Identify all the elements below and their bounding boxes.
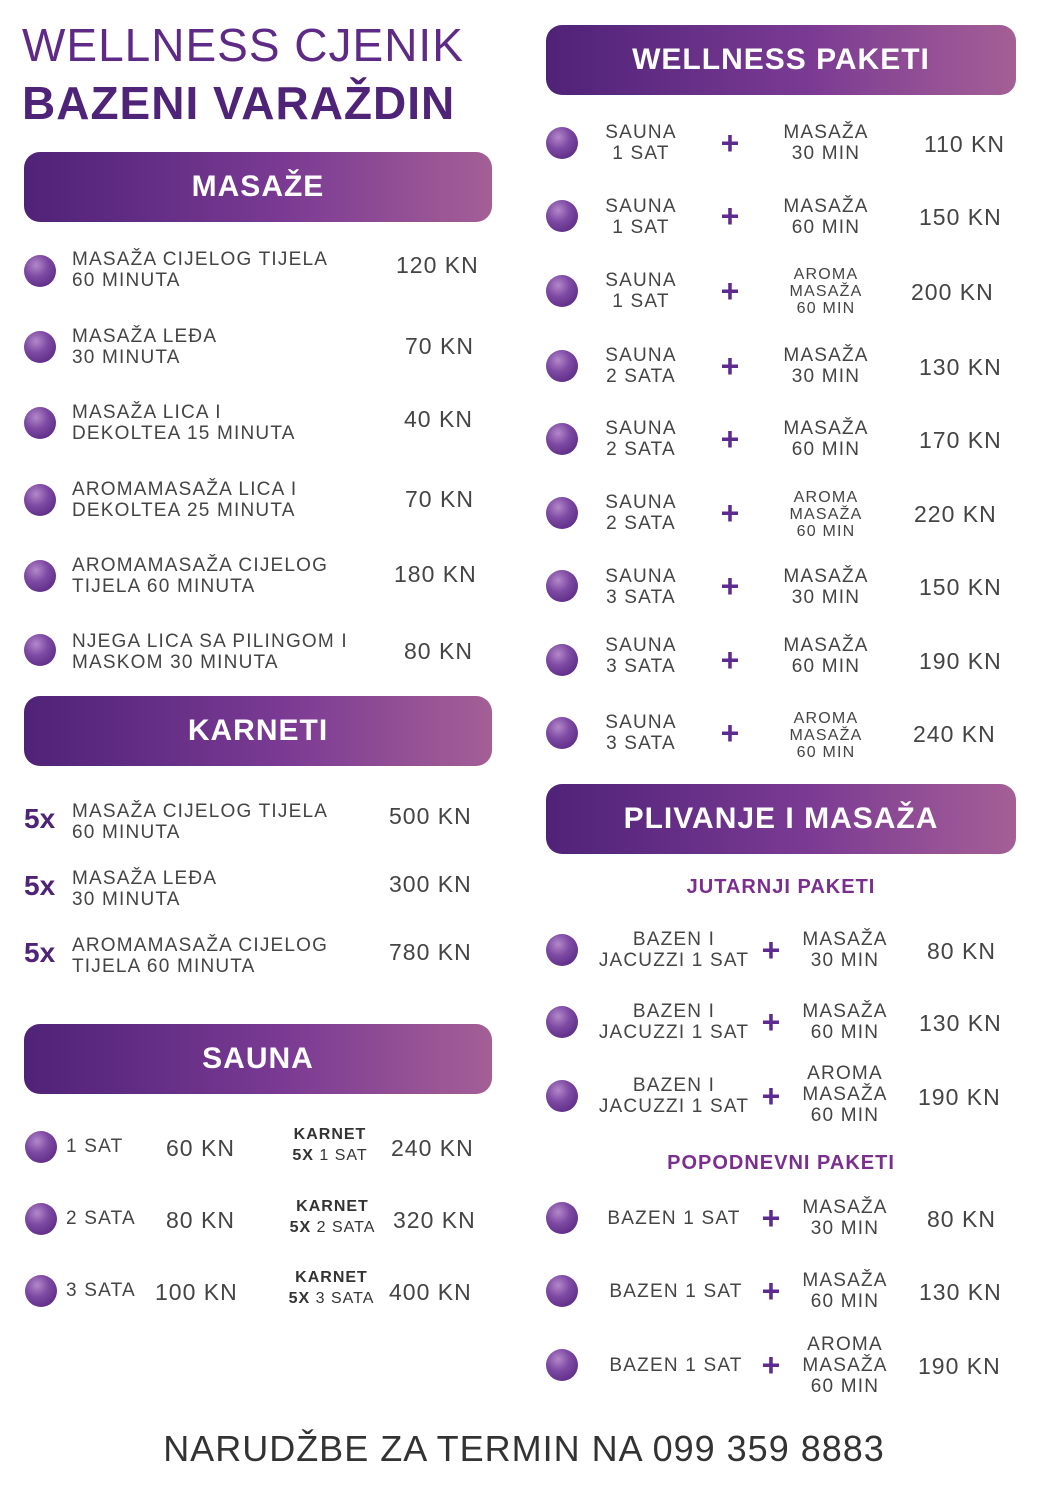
plus-icon: + (761, 1004, 781, 1040)
plus-icon: + (761, 932, 781, 968)
karneti-qty: 5x (24, 937, 56, 968)
masaze-item-label: AROMAMASAŽA CIJELOG TIJELA 60 MINUTA (72, 555, 329, 597)
plus-icon: + (720, 348, 740, 384)
masaze-item-price: 80 KN (404, 638, 473, 664)
masaze-item-label: MASAŽA LICA I DEKOLTEA 15 MINUTA (72, 402, 296, 444)
bullet-icon (24, 634, 56, 666)
bullet-icon (24, 560, 56, 592)
karneti-banner: KARNETI (24, 696, 492, 766)
plivanje-masaza-label: AROMA MASAŽA 60 MIN (802, 1334, 888, 1397)
paket-price: 170 KN (919, 427, 1002, 453)
plus-icon: + (720, 568, 740, 604)
paket-masaza-label: AROMA MASAŽA 60 MIN (789, 266, 863, 317)
plus-icon: + (761, 1078, 781, 1114)
paket-price: 150 KN (919, 204, 1002, 230)
karneti-item-label: MASAŽA LEĐA 30 MINUTA (72, 868, 218, 910)
masaze-item-label: NJEGA LICA SA PILINGOM I MASKOM 30 MINUTA (72, 631, 348, 673)
sauna-karnet-label: KARNET 5X 3 SATA (288, 1269, 375, 1307)
plus-icon: + (761, 1347, 781, 1383)
page-title: WELLNESS CJENIK (22, 19, 464, 71)
plus-icon: + (720, 273, 740, 309)
masaze-item-label: AROMAMASAŽA LICA I DEKOLTEA 25 MINUTA (72, 479, 298, 521)
plivanje-masaza-label: MASAŽA 60 MIN (802, 1001, 888, 1043)
plivanje-price: 80 KN (927, 1206, 996, 1232)
masaze-item-price: 70 KN (405, 333, 474, 359)
karneti-item-price: 500 KN (389, 803, 472, 829)
plivanje-price: 190 KN (918, 1084, 1001, 1110)
plivanje-banner: PLIVANJE I MASAŽA (546, 784, 1016, 854)
plivanje-bazen-label: BAZEN 1 SAT (607, 1208, 741, 1229)
bullet-icon (24, 331, 56, 363)
karneti-item-price: 300 KN (389, 871, 472, 897)
plivanje-bazen-label: BAZEN I JACUZZI 1 SAT (598, 1001, 750, 1043)
paket-sauna-label: SAUNA 3 SATA (605, 566, 677, 608)
bullet-icon (546, 1006, 578, 1038)
paket-masaza-label: MASAŽA 60 MIN (783, 196, 869, 238)
popodnevni-title: POPODNEVNI PAKETI (667, 1152, 895, 1174)
sauna-karnet-label: KARNET 5X 1 SAT (292, 1126, 368, 1164)
plus-icon: + (720, 495, 740, 531)
paket-masaza-label: AROMA MASAŽA 60 MIN (789, 489, 863, 540)
masaze-item-price: 180 KN (394, 561, 477, 587)
masaze-item-price: 70 KN (405, 486, 474, 512)
masaze-item-price: 40 KN (404, 406, 473, 432)
paket-sauna-label: SAUNA 3 SATA (605, 635, 677, 677)
footer-contact: NARUDŽBE ZA TERMIN NA 099 359 8883 (163, 1428, 885, 1469)
plus-icon: + (761, 1200, 781, 1236)
karneti-item-label: MASAŽA CIJELOG TIJELA 60 MINUTA (72, 801, 329, 843)
sauna-banner: SAUNA (24, 1024, 492, 1094)
masaze-item-label: MASAŽA LEĐA 30 MINUTA (72, 326, 218, 368)
karneti-qty: 5x (24, 803, 56, 834)
sauna-karnet-label: KARNET 5X 2 SATA (289, 1198, 376, 1236)
bullet-icon (546, 1275, 578, 1307)
paket-sauna-label: SAUNA 1 SAT (605, 270, 677, 312)
masaze-item-price: 120 KN (396, 252, 479, 278)
paket-sauna-label: SAUNA 3 SATA (605, 712, 677, 754)
bullet-icon (546, 127, 578, 159)
bullet-icon (546, 934, 578, 966)
bullet-icon (546, 350, 578, 382)
paket-masaza-label: MASAŽA 60 MIN (783, 418, 869, 460)
bullet-icon (25, 1131, 57, 1163)
bullet-icon (546, 1080, 578, 1112)
plivanje-bazen-label: BAZEN 1 SAT (609, 1355, 743, 1376)
sauna-karnet-price: 400 KN (389, 1279, 472, 1305)
sauna-item-label: 3 SATA (66, 1280, 136, 1301)
plivanje-masaza-label: MASAŽA 30 MIN (802, 929, 888, 971)
paket-masaza-label: MASAŽA 30 MIN (783, 122, 869, 164)
bullet-icon (546, 423, 578, 455)
masaze-banner: MASAŽE (24, 152, 492, 222)
plivanje-price: 130 KN (919, 1279, 1002, 1305)
paket-sauna-label: SAUNA 2 SATA (605, 418, 677, 460)
paket-sauna-label: SAUNA 1 SAT (605, 122, 677, 164)
paket-price: 150 KN (919, 574, 1002, 600)
karneti-qty: 5x (24, 870, 56, 901)
paket-price: 220 KN (914, 501, 997, 527)
paket-sauna-label: SAUNA 2 SATA (605, 345, 677, 387)
bullet-icon (546, 497, 578, 529)
plivanje-price: 130 KN (919, 1010, 1002, 1036)
page-subtitle: BAZENI VARAŽDIN (22, 77, 456, 129)
plivanje-masaza-label: AROMA MASAŽA 60 MIN (802, 1063, 888, 1126)
bullet-icon (546, 717, 578, 749)
plus-icon: + (761, 1273, 781, 1309)
paket-masaza-label: AROMA MASAŽA 60 MIN (789, 710, 863, 761)
paket-price: 240 KN (913, 721, 996, 747)
sauna-item-price: 100 KN (155, 1279, 238, 1305)
plivanje-price: 190 KN (918, 1353, 1001, 1379)
sauna-item-price: 80 KN (166, 1207, 235, 1233)
bullet-icon (546, 570, 578, 602)
sauna-item-price: 60 KN (166, 1135, 235, 1161)
plivanje-bazen-label: BAZEN I JACUZZI 1 SAT (598, 929, 750, 971)
plus-icon: + (720, 642, 740, 678)
paket-price: 130 KN (919, 354, 1002, 380)
plus-icon: + (720, 421, 740, 457)
plus-icon: + (720, 715, 740, 751)
bullet-icon (25, 1275, 57, 1307)
sauna-karnet-price: 240 KN (391, 1135, 474, 1161)
sauna-item-label: 2 SATA (66, 1208, 136, 1229)
plivanje-price: 80 KN (927, 938, 996, 964)
plivanje-bazen-label: BAZEN I JACUZZI 1 SAT (598, 1075, 750, 1117)
paket-price: 200 KN (911, 279, 994, 305)
sauna-karnet-price: 320 KN (393, 1207, 476, 1233)
paket-masaza-label: MASAŽA 60 MIN (783, 635, 869, 677)
paket-price: 190 KN (919, 648, 1002, 674)
bullet-icon (546, 644, 578, 676)
masaze-item-label: MASAŽA CIJELOG TIJELA 60 MINUTA (72, 249, 329, 291)
bullet-icon (24, 484, 56, 516)
sauna-item-label: 1 SAT (66, 1136, 124, 1157)
bullet-icon (546, 200, 578, 232)
bullet-icon (24, 255, 56, 287)
paket-masaza-label: MASAŽA 30 MIN (783, 566, 869, 608)
plus-icon: + (720, 198, 740, 234)
bullet-icon (24, 407, 56, 439)
karneti-item-price: 780 KN (389, 939, 472, 965)
bullet-icon (546, 1349, 578, 1381)
bullet-icon (25, 1203, 57, 1235)
plivanje-bazen-label: BAZEN 1 SAT (609, 1281, 743, 1302)
paket-price: 110 KN (924, 131, 1006, 157)
paket-sauna-label: SAUNA 1 SAT (605, 196, 677, 238)
plivanje-masaza-label: MASAŽA 30 MIN (802, 1197, 888, 1239)
paket-sauna-label: SAUNA 2 SATA (605, 492, 677, 534)
bullet-icon (546, 275, 578, 307)
jutarnji-title: JUTARNJI PAKETI (686, 876, 876, 898)
karneti-item-label: AROMAMASAŽA CIJELOG TIJELA 60 MINUTA (72, 935, 329, 977)
plivanje-masaza-label: MASAŽA 60 MIN (802, 1270, 888, 1312)
paket-masaza-label: MASAŽA 30 MIN (783, 345, 869, 387)
plus-icon: + (720, 125, 740, 161)
bullet-icon (546, 1202, 578, 1234)
paketi-banner: WELLNESS PAKETI (546, 25, 1016, 95)
